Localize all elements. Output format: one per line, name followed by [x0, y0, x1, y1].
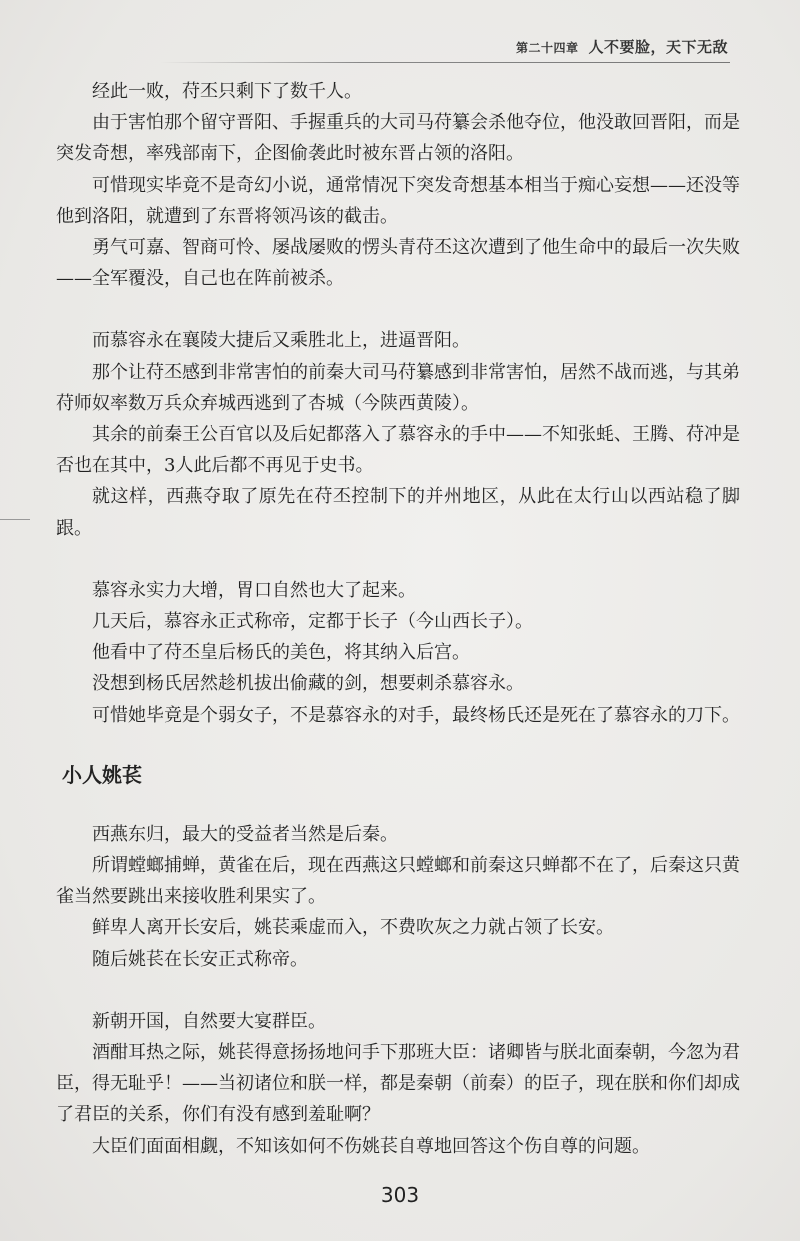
paragraph: 可惜她毕竟是个弱女子，不是慕容永的对手，最终杨氏还是死在了慕容永的刀下。 — [92, 704, 740, 726]
paragraph: 随后姚苌在长安正式称帝。 — [92, 948, 308, 970]
paragraph: 几天后，慕容永正式称帝，定都于长子（今山西长子）。 — [92, 611, 533, 633]
running-header — [516, 36, 728, 57]
paragraph: 酒酣耳热之际，姚苌得意扬扬地问手下那班大臣：诸卿皆与朕北面秦朝，今忽为君臣，得无耻乎！——当初诸位和朕一样，都是秦朝（前秦）的臣子，现在朕和你们却成了君臣的关系，你们有没有感到羞耻啊？ — [56, 1042, 740, 1126]
paragraph: 他看中了苻丕皇后杨氏的美色，将其纳入后宫。 — [92, 642, 470, 664]
paragraph: 鲜卑人离开长安后，姚苌乘虚而入，不费吹灰之力就占领了长安。 — [92, 917, 614, 939]
paragraph: 那个让苻丕感到非常害怕的前秦大司马苻纂感到非常害怕，居然不战而逃，与其弟苻师奴率数万兵众弃城西逃到了杏城（今陕西黄陵）。 — [56, 361, 740, 414]
paragraph: 所谓螳螂捕蝉，黄雀在后，现在西燕这只螳螂和前秦这只蝉都不在了，后秦这只黄雀当然要跳出来接收胜利果实了。 — [56, 855, 740, 908]
paragraph: 就这样，西燕夺取了原先在苻丕控制下的并州地区，从此在太行山以西站稳了脚跟。 — [56, 486, 740, 539]
paragraph: 可惜现实毕竟不是奇幻小说，通常情况下突发奇想基本相当于痴心妄想——还没等他到洛阳，就遭到了东晋将领冯该的截击。 — [56, 174, 740, 227]
page-number: 303 — [380, 1183, 420, 1207]
paragraph: 没想到杨氏居然趁机拔出偷藏的剑，想要刺杀慕容永。 — [92, 673, 524, 695]
section-title: 小人姚苌 — [62, 762, 142, 787]
paragraph: 由于害怕那个留守晋阳、手握重兵的大司马苻纂会杀他夺位，他没敢回晋阳，而是突发奇想，率残部南下，企图偷袭此时被东晋占领的洛阳。 — [56, 112, 740, 165]
paragraph: 大臣们面面相觑，不知该如何不伤姚苌自尊地回答这个伤自尊的问题。 — [92, 1135, 650, 1157]
header-rule — [160, 62, 730, 63]
paragraph: 勇气可嘉、智商可怜、屡战屡败的愣头青苻丕这次遭到了他生命中的最后一次失败——全军覆没，自己也在阵前被杀。 — [56, 237, 740, 290]
paragraph: 其余的前秦王公百官以及后妃都落入了慕容永的手中——不知张蚝、王腾、苻冲是否也在其中，3人此后都不再见于史书。 — [56, 424, 740, 477]
fold-mark — [0, 519, 30, 520]
paragraph: 西燕东归，最大的受益者当然是后秦。 — [92, 823, 398, 845]
paragraph: 而慕容永在襄陵大捷后又乘胜北上，进逼晋阳。 — [92, 330, 470, 352]
paragraph: 经此一败，苻丕只剩下了数千人。 — [92, 81, 362, 102]
paragraph: 慕容永实力大增，胃口自然也大了起来。 — [92, 579, 416, 601]
chapter-number: 第二十四章 — [515, 41, 579, 55]
paragraph: 新朝开国，自然要大宴群臣。 — [92, 1010, 326, 1032]
body-text — [56, 76, 740, 1162]
chapter-title: 人不要脸，天下无敌 — [588, 38, 728, 56]
